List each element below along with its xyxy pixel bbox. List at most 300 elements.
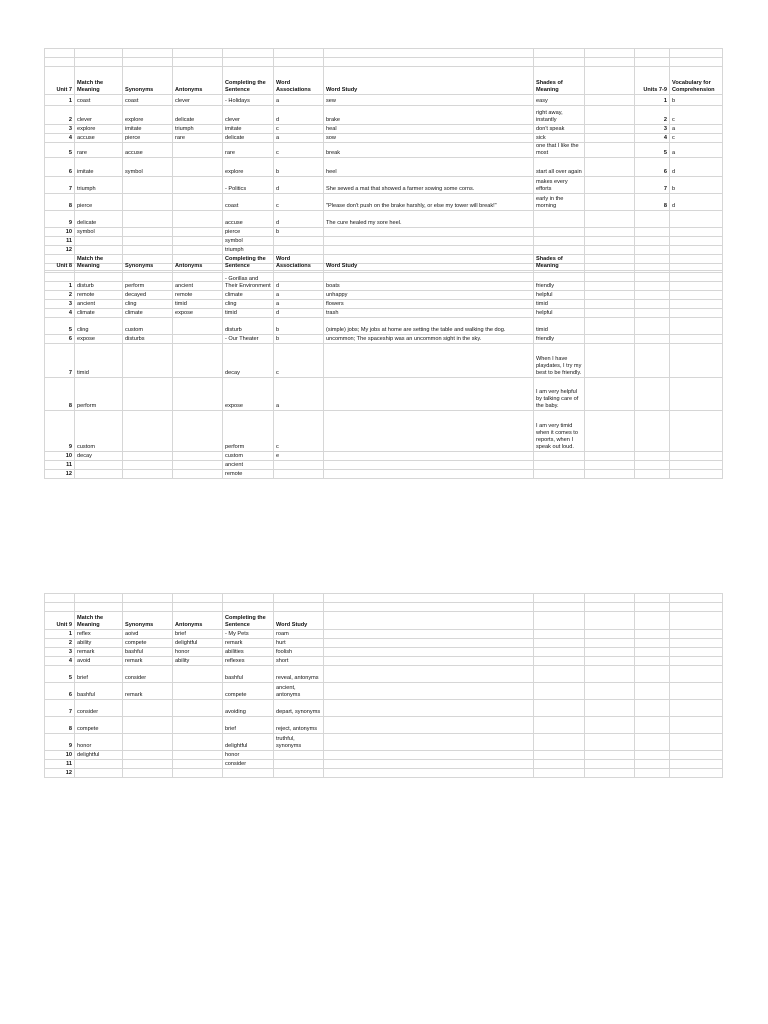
table-cell	[173, 666, 223, 683]
table-cell	[123, 228, 173, 237]
table-cell: reveal, antonyms	[274, 666, 324, 683]
table-cell: d	[274, 177, 324, 194]
table-cell	[534, 630, 585, 639]
table-cell	[585, 318, 635, 335]
table-cell	[635, 717, 670, 734]
empty-cell	[585, 594, 635, 603]
table-cell	[324, 760, 534, 769]
table-cell	[585, 309, 635, 318]
table-cell	[324, 452, 534, 461]
table-cell	[173, 461, 223, 470]
empty-cell	[173, 603, 223, 612]
table-cell: disturb	[75, 271, 123, 291]
table-cell	[173, 237, 223, 246]
table-cell	[173, 211, 223, 228]
table-cell	[670, 228, 723, 237]
column-header: Match the Meaning	[75, 67, 123, 95]
table-cell	[534, 769, 585, 778]
table-cell: imitate	[223, 125, 274, 134]
empty-cell	[223, 603, 274, 612]
table-row	[45, 639, 723, 648]
table-row	[45, 237, 723, 246]
table-cell	[173, 158, 223, 177]
column-header: Word Associations	[274, 255, 324, 271]
table-cell: one that I like the most	[534, 143, 585, 158]
table-cell	[173, 769, 223, 778]
table-cell: decay	[223, 344, 274, 378]
table-cell	[585, 470, 635, 479]
table-cell	[585, 452, 635, 461]
table-cell	[324, 717, 534, 734]
table-cell	[635, 657, 670, 666]
table-cell: perform	[223, 411, 274, 452]
table-cell	[635, 700, 670, 717]
table-cell	[123, 237, 173, 246]
table-cell	[670, 666, 723, 683]
empty-cell	[534, 58, 585, 67]
table-cell	[324, 237, 534, 246]
table-cell: triumph	[75, 177, 123, 194]
table-row	[45, 734, 723, 751]
table-cell	[670, 657, 723, 666]
table-cell: 4	[45, 657, 75, 666]
table-cell: decayed	[123, 291, 173, 300]
table-cell	[324, 751, 534, 760]
table-cell	[123, 378, 173, 411]
table-cell	[534, 639, 585, 648]
table-cell	[173, 318, 223, 335]
table-cell	[635, 411, 670, 452]
table-cell	[585, 95, 635, 106]
table-cell: coast	[223, 194, 274, 211]
table-cell: brief	[75, 666, 123, 683]
table-row	[45, 700, 723, 717]
empty-cell	[670, 603, 723, 612]
table-cell	[585, 657, 635, 666]
column-header: Unit 9	[45, 612, 75, 630]
table-cell: clever	[173, 95, 223, 106]
table-cell: d	[274, 271, 324, 291]
table-cell	[585, 760, 635, 769]
table-cell: bashful	[75, 683, 123, 700]
column-header	[635, 612, 670, 630]
table-cell: remote	[223, 470, 274, 479]
table-cell	[274, 751, 324, 760]
table-cell	[635, 639, 670, 648]
table-cell: coast	[123, 95, 173, 106]
table-cell: triumph	[173, 125, 223, 134]
empty-cell	[534, 49, 585, 58]
table-cell: ancient	[173, 271, 223, 291]
table-cell: timid	[75, 344, 123, 378]
table-cell	[585, 291, 635, 300]
empty-cell	[223, 49, 274, 58]
table-cell	[324, 648, 534, 657]
table-cell	[534, 470, 585, 479]
table-cell: 7	[45, 344, 75, 378]
table-cell	[173, 470, 223, 479]
table-cell: 8	[45, 378, 75, 411]
unit8-table	[44, 254, 723, 479]
table-cell: cling	[123, 300, 173, 309]
column-header: Match the Meaning	[75, 255, 123, 271]
table-row	[45, 271, 723, 291]
table-cell: uncommon; The spaceship was an uncommon sight in the sky.	[324, 335, 534, 344]
table-cell: honor	[75, 734, 123, 751]
table-cell: e	[274, 452, 324, 461]
empty-cell	[75, 49, 123, 58]
table-cell	[75, 470, 123, 479]
table-cell: sow	[324, 134, 534, 143]
table-cell: clever	[223, 106, 274, 125]
table-cell	[324, 470, 534, 479]
table-cell: pierce	[75, 194, 123, 211]
table-cell: brief	[173, 630, 223, 639]
table-cell	[585, 378, 635, 411]
table-cell: c	[670, 134, 723, 143]
table-cell: timid	[534, 300, 585, 309]
table-cell	[173, 700, 223, 717]
table-cell	[274, 769, 324, 778]
empty-cell	[534, 603, 585, 612]
table-cell	[585, 194, 635, 211]
table-row	[45, 461, 723, 470]
column-header: Antonyms	[173, 67, 223, 95]
table-row	[45, 211, 723, 228]
column-header: Units 7-9	[635, 67, 670, 95]
table-cell: decay	[75, 452, 123, 461]
table-cell: easy	[534, 95, 585, 106]
table-cell: 5	[45, 143, 75, 158]
table-cell: climate	[123, 309, 173, 318]
table-cell	[274, 760, 324, 769]
table-cell	[635, 769, 670, 778]
table-cell	[670, 335, 723, 344]
column-header	[585, 67, 635, 95]
table-cell: compete	[223, 683, 274, 700]
table-cell: 2	[45, 639, 75, 648]
table-cell: expose	[173, 309, 223, 318]
table-cell: b	[670, 95, 723, 106]
table-cell: b	[274, 335, 324, 344]
table-row	[45, 648, 723, 657]
empty-cell	[45, 594, 75, 603]
table-cell: early in the morning	[534, 194, 585, 211]
table-cell	[585, 271, 635, 291]
table-row	[45, 344, 723, 378]
table-cell	[123, 211, 173, 228]
table-cell: heel	[324, 158, 534, 177]
table-cell	[635, 630, 670, 639]
table-cell: d	[274, 211, 324, 228]
table-cell: 11	[45, 237, 75, 246]
table-cell	[670, 700, 723, 717]
table-cell	[123, 760, 173, 769]
table-cell	[585, 734, 635, 751]
table-cell	[635, 211, 670, 228]
table-cell: 5	[45, 666, 75, 683]
table-cell	[585, 237, 635, 246]
table-row	[45, 411, 723, 452]
table-cell: 2	[45, 106, 75, 125]
table-cell: custom	[75, 411, 123, 452]
table-cell	[670, 630, 723, 639]
table-row	[45, 134, 723, 143]
table-cell	[585, 143, 635, 158]
table-cell	[635, 318, 670, 335]
table-cell: c	[274, 125, 324, 134]
table-cell: accuse	[223, 211, 274, 228]
column-header: Synonyms	[123, 67, 173, 95]
empty-cell	[45, 58, 75, 67]
empty-cell	[173, 49, 223, 58]
table-cell: ancient	[75, 300, 123, 309]
table-cell: imitate	[75, 158, 123, 177]
table-cell: 3	[635, 125, 670, 134]
spacer-row	[45, 58, 723, 67]
empty-cell	[123, 603, 173, 612]
table-cell: accuse	[75, 134, 123, 143]
column-header: Completing the Sentence	[223, 255, 274, 271]
empty-cell	[324, 58, 534, 67]
table-cell: timid	[534, 318, 585, 335]
table-cell: When I have playdates, I try my best to be friendly.	[534, 344, 585, 378]
table-cell	[670, 461, 723, 470]
table-cell: custom	[123, 318, 173, 335]
table-cell: helpful	[534, 291, 585, 300]
table-cell	[585, 300, 635, 309]
table-cell	[585, 683, 635, 700]
column-header: Antonyms	[173, 255, 223, 271]
table-cell	[670, 683, 723, 700]
table-cell: rare	[223, 143, 274, 158]
table-cell: a	[274, 300, 324, 309]
table-cell	[173, 734, 223, 751]
table-cell: c	[274, 143, 324, 158]
table-cell	[534, 683, 585, 700]
table-cell	[585, 769, 635, 778]
table-cell: truthful, synonyms	[274, 734, 324, 751]
column-header: Word Study	[274, 612, 324, 630]
table-cell	[670, 211, 723, 228]
table-cell: 2	[635, 106, 670, 125]
table-cell: remark	[123, 683, 173, 700]
table-cell	[173, 717, 223, 734]
column-header: Word Study	[324, 255, 534, 271]
table-cell: delightful	[173, 639, 223, 648]
empty-cell	[635, 58, 670, 67]
table-cell	[585, 335, 635, 344]
table-cell	[635, 228, 670, 237]
table-cell: delicate	[75, 211, 123, 228]
table-cell: trash	[324, 309, 534, 318]
table-row	[45, 309, 723, 318]
table-cell: avoid	[75, 657, 123, 666]
table-cell: accuse	[123, 143, 173, 158]
table-cell	[585, 177, 635, 194]
table-cell	[585, 639, 635, 648]
column-header: Shades of Meaning	[534, 255, 585, 271]
table-cell: honor	[223, 751, 274, 760]
table-cell: cling	[75, 318, 123, 335]
table-cell	[173, 452, 223, 461]
table-cell	[670, 309, 723, 318]
table-cell: 7	[635, 177, 670, 194]
table-cell: 7	[45, 177, 75, 194]
table-cell	[75, 769, 123, 778]
table-cell	[670, 291, 723, 300]
table-row	[45, 335, 723, 344]
table-cell: 9	[45, 211, 75, 228]
table-cell	[585, 134, 635, 143]
table-cell	[585, 125, 635, 134]
table-cell: custom	[223, 452, 274, 461]
table-cell	[123, 411, 173, 452]
empty-cell	[274, 58, 324, 67]
table-cell	[173, 760, 223, 769]
table-cell: 10	[45, 452, 75, 461]
table-cell	[635, 452, 670, 461]
empty-cell	[45, 603, 75, 612]
table-cell: aoivd	[123, 630, 173, 639]
table-cell	[534, 666, 585, 683]
unit8-header-row	[45, 255, 723, 271]
table-cell: makes every efforts	[534, 177, 585, 194]
empty-cell	[635, 49, 670, 58]
table-cell	[75, 760, 123, 769]
table-cell	[173, 683, 223, 700]
table-cell: symbol	[75, 228, 123, 237]
table-cell	[534, 751, 585, 760]
table-cell	[670, 751, 723, 760]
spacer-row	[45, 594, 723, 603]
table-cell: 7	[45, 700, 75, 717]
empty-cell	[123, 49, 173, 58]
table-row	[45, 717, 723, 734]
table-cell: 8	[635, 194, 670, 211]
table-cell: triumph	[223, 246, 274, 255]
table-row	[45, 291, 723, 300]
table-cell	[585, 106, 635, 125]
table-cell	[670, 452, 723, 461]
table-cell: remark	[75, 648, 123, 657]
column-header	[670, 255, 723, 271]
table-cell: c	[274, 194, 324, 211]
table-row	[45, 378, 723, 411]
table-cell	[274, 461, 324, 470]
table-cell: The cure healed my sore heel.	[324, 211, 534, 228]
table-cell: 11	[45, 461, 75, 470]
spacer-row	[45, 603, 723, 612]
table-cell	[635, 734, 670, 751]
table-cell	[585, 211, 635, 228]
table-cell	[173, 177, 223, 194]
column-header: Synonyms	[123, 255, 173, 271]
table-cell: 1	[635, 95, 670, 106]
empty-cell	[75, 58, 123, 67]
column-header	[585, 255, 635, 271]
table-cell	[173, 751, 223, 760]
unit7-header-row	[45, 67, 723, 95]
table-cell: remark	[123, 657, 173, 666]
table-cell: climate	[75, 309, 123, 318]
table-cell	[585, 666, 635, 683]
column-header	[635, 255, 670, 271]
table-cell: d	[670, 194, 723, 211]
table-cell	[324, 666, 534, 683]
table-cell: disturb	[223, 318, 274, 335]
unit7-table	[44, 48, 723, 282]
table-cell	[173, 335, 223, 344]
table-cell: reflex	[75, 630, 123, 639]
table-cell: don't speak	[534, 125, 585, 134]
table-cell	[635, 470, 670, 479]
column-header	[534, 612, 585, 630]
table-cell: b	[274, 158, 324, 177]
table-cell: friendly	[534, 335, 585, 344]
table-cell	[534, 237, 585, 246]
table-cell: 10	[45, 751, 75, 760]
empty-cell	[585, 603, 635, 612]
table-cell	[534, 760, 585, 769]
table-cell	[534, 700, 585, 717]
table-cell: b	[670, 177, 723, 194]
table-cell: remote	[75, 291, 123, 300]
table-cell: roam	[274, 630, 324, 639]
table-cell	[324, 639, 534, 648]
table-cell	[534, 717, 585, 734]
table-cell	[324, 700, 534, 717]
table-cell	[670, 639, 723, 648]
table-cell	[670, 300, 723, 309]
table-cell	[324, 683, 534, 700]
empty-cell	[274, 49, 324, 58]
table-cell	[324, 630, 534, 639]
table-cell: rare	[173, 134, 223, 143]
table-cell: pierce	[123, 134, 173, 143]
column-header: Completing the Sentence	[223, 612, 274, 630]
column-header: Vocabulary for Comprehension	[670, 67, 723, 95]
empty-cell	[45, 49, 75, 58]
table-cell: 1	[45, 271, 75, 291]
table-cell: foolish	[274, 648, 324, 657]
table-cell	[534, 648, 585, 657]
table-cell	[635, 648, 670, 657]
table-cell: consider	[75, 700, 123, 717]
table-cell	[585, 344, 635, 378]
table-cell: d	[274, 106, 324, 125]
table-cell: c	[670, 106, 723, 125]
table-cell: clever	[75, 106, 123, 125]
table-cell: 1	[45, 95, 75, 106]
table-cell: delightful	[223, 734, 274, 751]
table-cell	[534, 228, 585, 237]
table-cell: reflexes	[223, 657, 274, 666]
table-cell: explore	[75, 125, 123, 134]
table-row	[45, 143, 723, 158]
table-cell	[635, 760, 670, 769]
table-cell: brake	[324, 106, 534, 125]
table-cell	[324, 344, 534, 378]
table-cell: a	[274, 378, 324, 411]
table-row	[45, 318, 723, 335]
table-cell: d	[670, 158, 723, 177]
table-cell: 3	[45, 125, 75, 134]
table-cell: a	[670, 125, 723, 134]
table-cell	[123, 177, 173, 194]
empty-cell	[123, 58, 173, 67]
table-cell	[173, 228, 223, 237]
